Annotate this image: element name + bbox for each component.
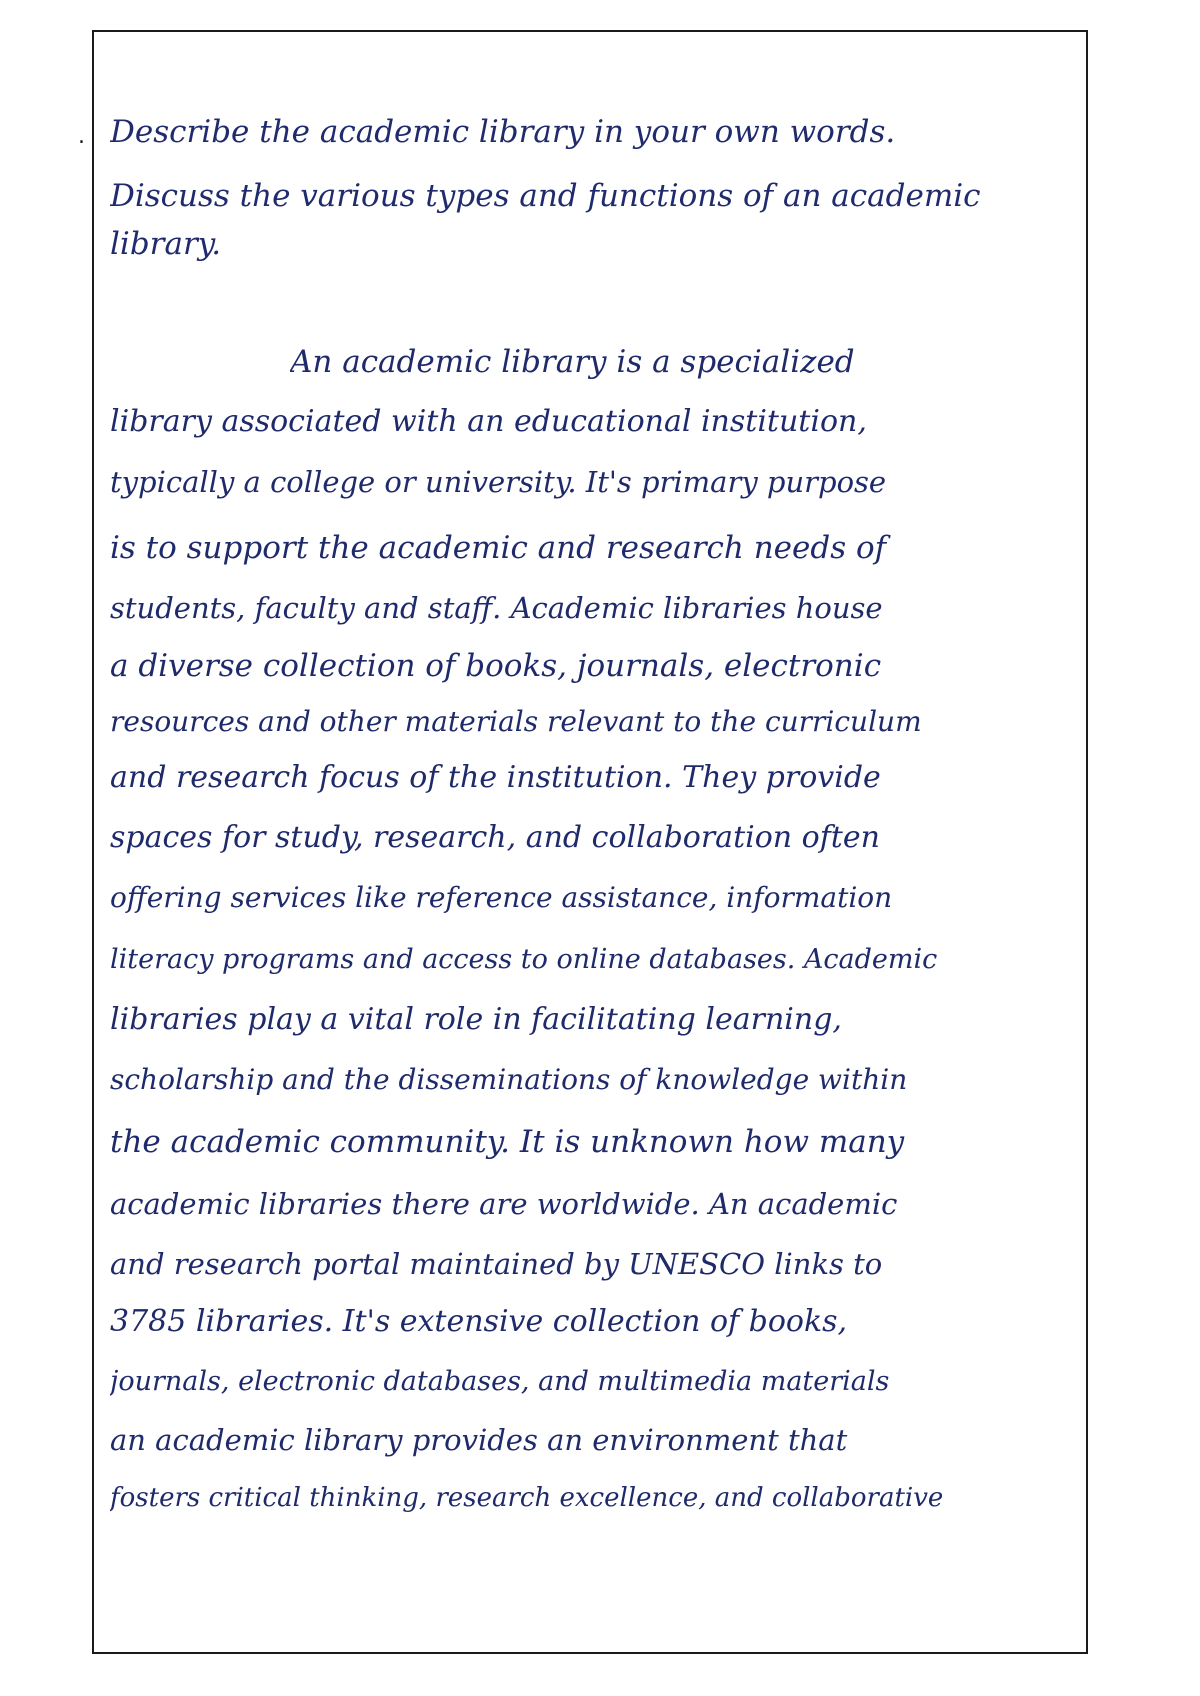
answer-line: scholarship and the disseminations of knowledge within	[110, 1063, 908, 1096]
question-line: library.	[110, 226, 222, 262]
answer-line: and research focus of the institution. They provide	[110, 760, 881, 795]
answer-line: is to support the academic and research needs of	[110, 530, 887, 566]
answer-line: fosters critical thinking, research excellence, and collaborative	[110, 1483, 944, 1513]
answer-line: typically a college or university. It's primary purpose	[110, 465, 887, 499]
answer-line: academic libraries there are worldwide. An academic	[110, 1187, 898, 1221]
answer-line: and research portal maintained by UNESCO links to	[110, 1247, 883, 1281]
answer-line: a diverse collection of books, journals, electronic	[110, 648, 882, 684]
answer-line: literacy programs and access to online databases. Academic	[110, 944, 938, 975]
question-line: Discuss the various types and functions of an academic	[110, 178, 981, 214]
answer-line: spaces for study, research, and collaboration often	[110, 820, 880, 855]
answer-line: the academic community. It is unknown how many	[110, 1124, 905, 1160]
answer-line: 3785 libraries. It's extensive collection of books,	[110, 1304, 848, 1339]
answer-line: libraries play a vital role in facilitating learning,	[110, 1002, 842, 1037]
answer-line: journals, electronic databases, and multimedia materials	[110, 1366, 890, 1397]
margin-mark: .	[78, 124, 85, 149]
answer-line: library associated with an educational institution,	[110, 404, 867, 439]
answer-line: students, faculty and staff. Academic libraries house	[110, 591, 883, 625]
answer-line: resources and other materials relevant to the curriculum	[110, 705, 922, 738]
answer-line: An academic library is a specialized	[290, 344, 855, 380]
question-line: Describe the academic library in your own words.	[110, 114, 896, 150]
answer-line: an academic library provides an environment that	[110, 1423, 848, 1457]
answer-line: offering services like reference assistance, information	[110, 881, 893, 914]
